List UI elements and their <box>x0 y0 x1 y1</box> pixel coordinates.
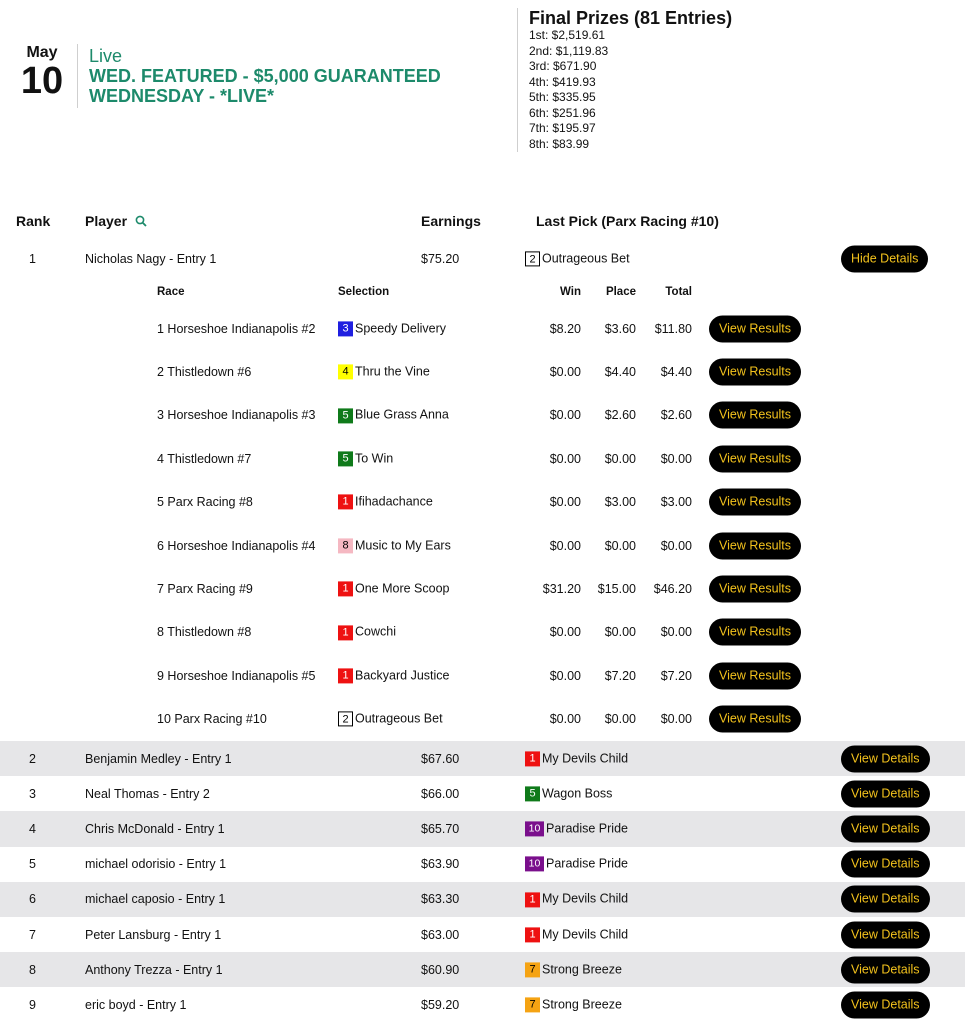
column-header-player-label: Player <box>85 213 128 229</box>
win-amount: $8.20 <box>549 321 581 336</box>
total-amount: $4.40 <box>660 364 692 379</box>
last-pick <box>525 786 612 801</box>
details-header-win: Win <box>560 286 581 298</box>
rank: 9 <box>29 997 36 1012</box>
last-pick <box>525 821 628 836</box>
race-name: 9 Horseshoe Indianapolis #5 <box>157 668 316 683</box>
total-amount: $0.00 <box>660 712 692 727</box>
details-header-total: Total <box>665 286 692 298</box>
standings-row <box>0 952 965 987</box>
horse-name: Paradise Pride <box>546 821 628 836</box>
race-name: 5 Parx Racing #8 <box>157 495 253 510</box>
player-name: michael caposio - Entry 1 <box>85 892 226 907</box>
view-results-button[interactable]: View Results <box>709 662 801 689</box>
last-pick <box>525 997 622 1012</box>
column-header-earnings: Earnings <box>421 213 481 229</box>
prizes-title: Final Prizes (81 Entries) <box>529 8 733 28</box>
place-amount: $0.00 <box>604 712 636 727</box>
details-row <box>0 307 965 350</box>
prize-item: 4th: $419.93 <box>529 74 596 89</box>
selection <box>338 451 393 466</box>
place-amount: $0.00 <box>604 625 636 640</box>
player-name: Chris McDonald - Entry 1 <box>85 821 225 836</box>
view-details-button[interactable]: View Details <box>841 780 930 807</box>
details-row <box>0 350 965 393</box>
horse-name: Paradise Pride <box>546 856 628 871</box>
details-header-selection: Selection <box>338 286 390 298</box>
details-header-place: Place <box>605 286 636 298</box>
view-results-button[interactable]: View Results <box>709 619 801 646</box>
standings-row <box>0 917 965 952</box>
horse-name: Thru the Vine <box>355 364 430 379</box>
saddlecloth-number: 10 <box>525 857 544 872</box>
saddlecloth-number: 1 <box>525 892 540 907</box>
prize-item: 8th: $83.99 <box>529 136 590 151</box>
standings-row <box>0 811 965 846</box>
place-amount: $0.00 <box>604 538 636 553</box>
standings-row <box>0 987 965 1022</box>
saddlecloth-number: 1 <box>338 625 353 640</box>
view-details-button[interactable]: View Details <box>841 991 930 1018</box>
column-header-player <box>85 213 147 230</box>
rank: 7 <box>29 927 36 942</box>
player-name: Anthony Trezza - Entry 1 <box>85 962 223 977</box>
player-name: Neal Thomas - Entry 2 <box>85 786 210 801</box>
earnings: $75.20 <box>421 252 460 266</box>
divider <box>77 44 78 108</box>
last-pick <box>525 751 628 766</box>
horse-name: One More Scoop <box>355 581 450 596</box>
saddlecloth-number: 1 <box>338 581 353 596</box>
horse-name: Speedy Delivery <box>355 320 447 335</box>
event-status: Live <box>89 46 123 66</box>
details-row <box>0 481 965 524</box>
final-prizes <box>529 8 732 152</box>
view-results-button[interactable]: View Results <box>709 706 801 733</box>
view-results-button[interactable]: View Results <box>709 315 801 342</box>
earnings: $60.90 <box>421 962 460 977</box>
standings-row <box>0 882 965 917</box>
last-pick <box>525 857 628 872</box>
saddlecloth-number: 3 <box>338 321 353 336</box>
saddlecloth-number: 8 <box>338 538 353 553</box>
place-amount: $0.00 <box>604 451 636 466</box>
total-amount: $11.80 <box>654 321 692 336</box>
saddlecloth-number: 1 <box>338 495 353 510</box>
view-results-button[interactable]: View Results <box>709 358 801 385</box>
view-details-button[interactable]: View Details <box>841 956 930 983</box>
race-name: 2 Thistledown #6 <box>157 364 252 379</box>
view-results-button[interactable]: View Results <box>709 445 801 472</box>
standings-row <box>0 776 965 811</box>
horse-name: To Win <box>355 451 394 466</box>
horse-name: Blue Grass Anna <box>355 407 449 422</box>
horse-name: Music to My Ears <box>355 537 451 552</box>
view-results-button[interactable]: View Results <box>709 532 801 559</box>
standings-row <box>0 847 965 882</box>
rank: 3 <box>29 786 36 801</box>
saddlecloth-number: 1 <box>525 751 540 766</box>
player-name: Nicholas Nagy - Entry 1 <box>85 252 217 266</box>
prize-item: 3rd: $671.90 <box>529 59 597 73</box>
prize-item: 5th: $335.95 <box>529 90 596 104</box>
earnings: $65.70 <box>421 821 460 836</box>
horse-name: Outrageous Bet <box>542 251 630 266</box>
race-name: 7 Parx Racing #9 <box>157 581 253 596</box>
win-amount: $0.00 <box>549 712 581 727</box>
event-month: May <box>26 44 58 61</box>
horse-name: Ifihadachance <box>355 494 433 509</box>
horse-name: My Devils Child <box>542 891 629 906</box>
player-name: eric boyd - Entry 1 <box>85 997 187 1012</box>
horse-name: Wagon Boss <box>542 786 613 801</box>
player-name: michael odorisio - Entry 1 <box>85 857 227 872</box>
saddlecloth-number: 7 <box>525 998 540 1013</box>
total-amount: $0.00 <box>660 625 692 640</box>
total-amount: $3.00 <box>660 495 692 510</box>
prize-item: 6th: $251.96 <box>529 105 596 120</box>
view-details-button[interactable]: View Details <box>841 851 930 878</box>
view-details-button[interactable]: View Details <box>841 745 930 772</box>
horse-name: Strong Breeze <box>542 962 622 977</box>
saddlecloth-number: 5 <box>525 786 540 801</box>
details-header-race: Race <box>157 286 185 298</box>
view-details-button[interactable]: View Details <box>841 886 930 913</box>
earnings: $63.30 <box>421 892 460 907</box>
earnings: $66.00 <box>421 786 460 801</box>
standings-row-leader <box>0 244 965 274</box>
prize-item: 1st: $2,519.61 <box>529 28 606 42</box>
selection <box>338 711 443 726</box>
last-pick <box>525 927 628 942</box>
rank: 6 <box>29 892 36 907</box>
place-amount: $15.00 <box>597 581 636 596</box>
details-row <box>0 698 965 741</box>
rank: 5 <box>29 857 36 872</box>
place-amount: $7.20 <box>604 668 636 683</box>
horse-name: Backyard Justice <box>355 668 450 683</box>
event-info <box>89 46 489 106</box>
selection <box>338 581 450 596</box>
win-amount: $0.00 <box>549 668 581 683</box>
view-details-button[interactable]: View Details <box>841 815 930 842</box>
divider <box>517 8 518 152</box>
selection <box>338 668 449 683</box>
rank: 2 <box>29 751 36 766</box>
place-amount: $2.60 <box>604 408 636 423</box>
place-amount: $3.60 <box>604 321 636 336</box>
win-amount: $0.00 <box>549 451 581 466</box>
prize-item: 2nd: $1,119.83 <box>529 43 609 58</box>
hide-details-button[interactable]: Hide Details <box>841 246 928 273</box>
event-title: WED. FEATURED - $5,000 GUARANTEED WEDNESDAY - *LIVE* <box>89 66 441 106</box>
selection <box>338 408 449 423</box>
place-amount: $4.40 <box>604 364 636 379</box>
win-amount: $0.00 <box>549 625 581 640</box>
earnings: $63.00 <box>421 927 460 942</box>
win-amount: $0.00 <box>549 408 581 423</box>
rank: 8 <box>29 962 36 977</box>
total-amount: $0.00 <box>660 451 692 466</box>
total-amount: $7.20 <box>660 668 692 683</box>
event-date <box>18 44 66 100</box>
saddlecloth-number: 1 <box>338 668 353 683</box>
rank: 1 <box>29 252 36 266</box>
saddlecloth-number: 5 <box>338 451 353 466</box>
details-row <box>0 524 965 567</box>
selection <box>338 321 446 336</box>
details-row <box>0 567 965 610</box>
earnings: $59.20 <box>421 997 460 1012</box>
player-name: Peter Lansburg - Entry 1 <box>85 927 222 942</box>
tournament-header <box>0 0 965 160</box>
player-name: Benjamin Medley - Entry 1 <box>85 751 232 766</box>
saddlecloth-number: 2 <box>338 712 353 727</box>
details-row <box>0 611 965 654</box>
race-name: 1 Horseshoe Indianapolis #2 <box>157 321 316 336</box>
horse-name: Strong Breeze <box>542 997 622 1012</box>
selection <box>338 364 430 379</box>
details-row <box>0 437 965 480</box>
race-name: 8 Thistledown #8 <box>157 625 252 640</box>
last-pick <box>525 962 622 977</box>
view-details-button[interactable]: View Details <box>841 921 930 948</box>
selection <box>338 538 451 553</box>
race-name: 4 Thistledown #7 <box>157 451 252 466</box>
total-amount: $2.60 <box>660 408 692 423</box>
prize-item: 7th: $195.97 <box>529 121 596 135</box>
race-name: 6 Horseshoe Indianapolis #4 <box>157 538 316 553</box>
horse-name: My Devils Child <box>542 926 629 941</box>
earnings: $63.90 <box>421 857 460 872</box>
win-amount: $0.00 <box>549 364 581 379</box>
race-name: 3 Horseshoe Indianapolis #3 <box>157 408 316 423</box>
search-icon[interactable] <box>135 214 147 230</box>
view-results-button[interactable]: View Results <box>709 402 801 429</box>
standings-row <box>0 741 965 776</box>
column-header-last-pick: Last Pick (Parx Racing #10) <box>536 213 719 229</box>
selection <box>338 625 396 640</box>
win-amount: $31.20 <box>542 581 581 596</box>
last-pick <box>525 251 630 266</box>
details-row <box>0 654 965 697</box>
view-results-button[interactable]: View Results <box>709 489 801 516</box>
earnings: $67.60 <box>421 751 460 766</box>
saddlecloth-number: 1 <box>525 927 540 942</box>
total-amount: $46.20 <box>653 581 692 596</box>
win-amount: $0.00 <box>549 538 581 553</box>
saddlecloth-number: 10 <box>525 822 544 837</box>
saddlecloth-number: 5 <box>338 408 353 423</box>
column-header-rank: Rank <box>16 213 51 229</box>
horse-name: Cowchi <box>355 624 396 639</box>
saddlecloth-number: 2 <box>525 252 540 267</box>
event-day: 10 <box>20 60 64 102</box>
win-amount: $0.00 <box>549 495 581 510</box>
selection <box>338 494 433 509</box>
race-name: 10 Parx Racing #10 <box>157 712 267 727</box>
details-row <box>0 394 965 437</box>
horse-name: My Devils Child <box>542 750 629 765</box>
total-amount: $0.00 <box>660 538 692 553</box>
saddlecloth-number: 7 <box>525 962 540 977</box>
last-pick <box>525 892 628 907</box>
horse-name: Outrageous Bet <box>355 711 443 726</box>
details-header <box>0 286 965 300</box>
rank: 4 <box>29 821 36 836</box>
place-amount: $3.00 <box>604 495 636 510</box>
view-results-button[interactable]: View Results <box>709 575 801 602</box>
saddlecloth-number: 4 <box>338 364 353 379</box>
